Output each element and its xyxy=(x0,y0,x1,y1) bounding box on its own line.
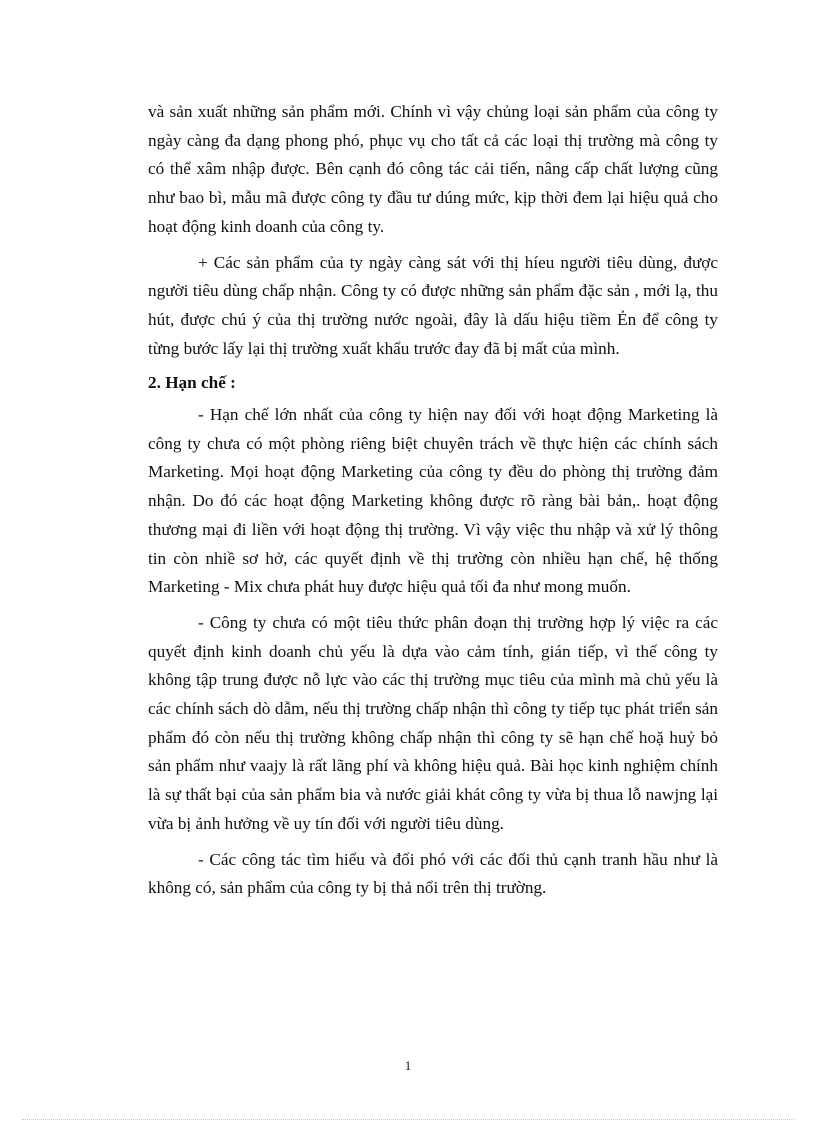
page-bottom-divider xyxy=(22,1119,794,1120)
paragraph-marketing-limitation: - Hạn chế lớn nhất của công ty hiện nay đối với hoạt động Marketing là công ty chưa có một phòng riêng biệt chuyên trách về thực hiện các chính sách Marketing. Mọi hoạt động Marketing của công ty đều do phòng thị trường đảm nhận. Do đó các hoạt động Marketing không được rõ ràng bài bản,. hoạt động thương mại đi liền với hoạt động thị trường. Vì vậy việc thu nhập và xử lý thông tin còn nhiề sơ hở, các quyết định về thị trường còn nhiều hạn chế, hệ thống Marketing - Mix chưa phát huy được hiệu quả tối đa như mong muốn. xyxy=(148,405,718,597)
section-heading-limitations: 2. Hạn chế : xyxy=(148,373,236,393)
paragraph-market-segmentation: - Công ty chưa có một tiêu thức phân đoạn thị trường hợp lý việc ra các quyết định kinh doanh chủ yếu là dựa vào cảm tính, gián tiếp, vì thế công ty không tập trung được nỗ lực vào các thị trường mục tiêu của mình mà chủ yếu là các chính sách dò dẫm, nếu thị trường chấp nhận thì công ty tiếp tục phát triển sản phẩm đó còn nếu thị trường không chấp nhận thì công ty sẽ hạn chế hoặ huỷ bỏ sản phẩm như vaajy là rất lãng phí và không hiệu quả. Bài học kinh nghiệm chính là sự thất bại của sản phẩm bia và nước giải khát công ty vừa bị thua lỗ nawjng lại vừa bị ảnh hưởng về uy tín đối với người tiêu dùng. xyxy=(148,612,718,833)
page-number: 1 xyxy=(404,1058,412,1073)
paragraph-competitor-analysis: - Các công tác tìm hiểu và đối phó với các đối thủ cạnh tranh hầu như là không có, sản phẩm của công ty bị thả nổi trên thị trường. xyxy=(148,849,718,898)
paragraph-consumer-acceptance: + Các sản phẩm của ty ngày càng sát với thị híeu người tiêu dùng, được người tiêu dùng chấp nhận. Công ty có được những sản phẩm đặc sản , mới lạ, thu hút, được chú ý của thị trường nước ngoài, đây là dấu hiệu tiềm Ẻn để công ty từng bước lấy lại thị trường xuất khẩu trước đay đã bị mất của mình. xyxy=(148,252,718,358)
paragraph-product-diversity: và sản xuất những sản phẩm mới. Chính vì vậy chủng loại sản phẩm của công ty ngày càng đa dạng phong phó, phục vụ cho tất cả các loại thị trường mà công ty có thể xâm nhập được. Bên cạnh đó công tác cải tiến, nâng cấp chất lượng cũng như bao bì, mẫu mã được công ty đầu tư dúng mức, kịp thời đem lại hiệu quả cho hoạt động kinh doanh của công ty. xyxy=(148,102,718,236)
document-body xyxy=(148,98,718,903)
